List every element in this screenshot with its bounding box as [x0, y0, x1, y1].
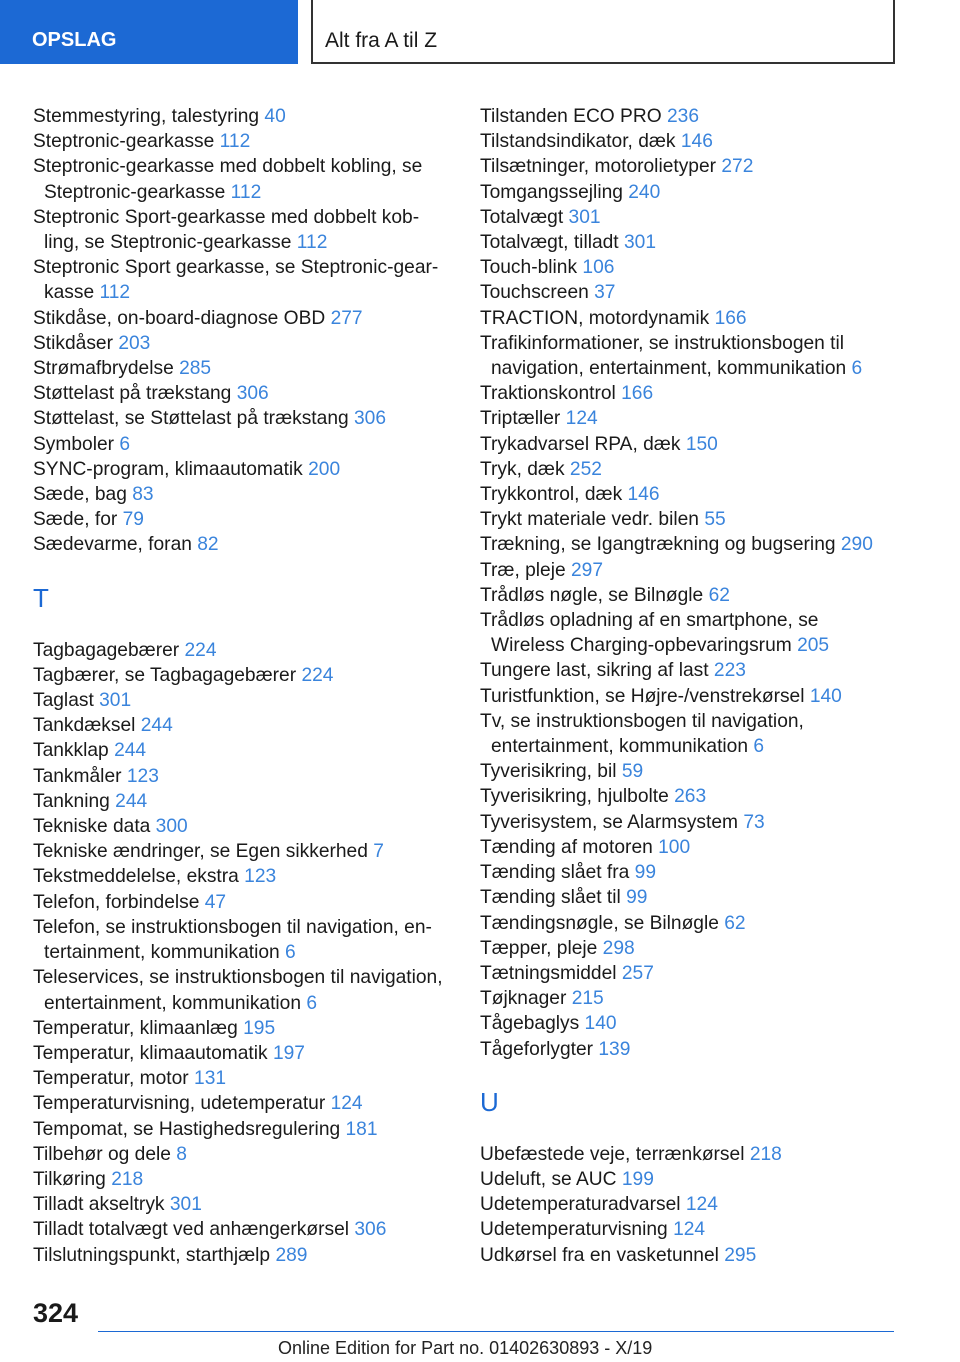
- index-entry-text: Trådløs nøgle, se Bilnøgle: [480, 584, 704, 606]
- index-entry-text: Totalvægt, tilladt: [480, 232, 619, 254]
- page-reference-link[interactable]: 6: [851, 358, 863, 380]
- index-entry: [33, 356, 443, 381]
- page-reference-link[interactable]: 112: [219, 131, 251, 153]
- index-entry-text: Tomgangssejling: [480, 181, 623, 203]
- index-entry-text: Ubefæstede veje, terrænkørsel: [480, 1143, 745, 1165]
- footer-divider: [98, 1331, 894, 1332]
- page-reference-link[interactable]: 285: [179, 358, 212, 380]
- index-entry: [33, 205, 443, 255]
- page-reference-link[interactable]: 197: [272, 1042, 305, 1064]
- index-entry-text: Tankning: [33, 790, 110, 812]
- index-entry-text: Tilslutningspunkt, starthjælp: [33, 1244, 271, 1266]
- index-entry: [480, 205, 890, 230]
- page-reference-link[interactable]: 301: [623, 232, 656, 254]
- index-entry: [480, 1011, 890, 1036]
- page-reference-link[interactable]: 166: [621, 383, 654, 405]
- index-entry-text: Temperatur, klimaanlæg: [33, 1017, 238, 1039]
- page-reference-link[interactable]: 124: [673, 1219, 706, 1241]
- index-entry: [480, 180, 890, 205]
- index-entry-text: Tekniske ændringer, se Egen sikkerhed: [33, 841, 368, 863]
- index-entry: [33, 1243, 443, 1268]
- index-entry: [480, 331, 890, 381]
- index-entry-text: Tøjknager: [480, 988, 567, 1010]
- index-entry-text: Symboler: [33, 433, 115, 455]
- index-entry: [33, 482, 443, 507]
- index-entry: [480, 608, 890, 658]
- page-reference-link[interactable]: 55: [704, 509, 726, 531]
- page-reference-link[interactable]: 252: [569, 458, 602, 480]
- index-entry: [33, 129, 443, 154]
- index-entry: [33, 507, 443, 532]
- index-entry: [33, 154, 443, 204]
- page-reference-link[interactable]: 47: [204, 891, 227, 913]
- index-entry-text: Tætningsmiddel: [480, 962, 617, 984]
- index-column-right: [480, 104, 890, 1268]
- page-reference-link[interactable]: 112: [230, 181, 262, 203]
- index-entry: [480, 911, 890, 936]
- index-entry-text: Totalvægt: [480, 206, 564, 228]
- page-reference-link[interactable]: 123: [126, 765, 159, 787]
- index-entry-text: Trådløs opladning af en smartphone, se Wireless Charging-opbevaringsrum: [480, 610, 819, 657]
- index-entry: [480, 482, 890, 507]
- index-entry-text: Støttelast på trækstang: [33, 383, 232, 405]
- index-entry-text: Temperaturvisning, udetemperatur: [33, 1093, 326, 1115]
- index-entry-text: Tv, se instruktionsbogen til navigation, entertainment, kommunikation: [480, 710, 804, 758]
- page-reference-link[interactable]: 150: [685, 433, 718, 455]
- index-entry-text: Trafikinformationer, se instruktionsbogen til navigation, entertainment, kommunikation: [480, 332, 847, 380]
- index-entry-text: Tryk, dæk: [480, 458, 565, 480]
- page-reference-link[interactable]: 112: [296, 232, 328, 254]
- index-entry-text: Teleservices, se instruktionsbogen til navigation, entertainment, kommunikation: [33, 967, 443, 1014]
- index-entry: [33, 331, 443, 356]
- index-entry-text: Strømafbrydelse: [33, 358, 174, 380]
- index-entry: [33, 406, 443, 431]
- index-entry: [33, 104, 443, 129]
- index-entry: [480, 784, 890, 809]
- page-reference-link[interactable]: 224: [301, 664, 334, 686]
- page-reference-link[interactable]: 83: [132, 484, 154, 506]
- index-entry: [480, 583, 890, 608]
- index-entry-text: Tilstanden ECO PRO: [480, 106, 662, 127]
- index-entry: [33, 789, 443, 814]
- page-reference-link[interactable]: 289: [275, 1244, 308, 1266]
- page-reference-link[interactable]: 218: [749, 1143, 782, 1165]
- page-reference-link[interactable]: 199: [621, 1168, 654, 1190]
- index-entry: [33, 814, 443, 839]
- page-reference-link[interactable]: 146: [680, 131, 713, 153]
- index-entry-text: Stikdåse, on-board-diagnose OBD: [33, 307, 326, 329]
- page-reference-link[interactable]: 195: [243, 1017, 276, 1039]
- page-reference-link[interactable]: 223: [713, 660, 746, 682]
- index-entry: [480, 986, 890, 1011]
- index-entry-text: Tilbehør og dele: [33, 1143, 171, 1165]
- page-reference-link[interactable]: 200: [308, 458, 341, 480]
- page-reference-link[interactable]: 277: [330, 307, 363, 329]
- index-entry-text: Tæpper, pleje: [480, 937, 598, 959]
- index-entry: [480, 432, 890, 457]
- page-reference-link[interactable]: 62: [708, 584, 730, 606]
- index-entry-text: Udkørsel fra en vasketunnel: [480, 1244, 719, 1266]
- page-reference-link[interactable]: 140: [584, 1013, 617, 1035]
- index-entry-text: Tempomat, se Hastighedsregulering: [33, 1118, 341, 1140]
- index-entry: [33, 1192, 443, 1217]
- page-reference-link[interactable]: 62: [724, 912, 746, 934]
- index-entry: [33, 915, 443, 965]
- page-reference-link[interactable]: 100: [658, 836, 691, 858]
- index-entry-text: Tilladt totalvægt ved anhængerkørsel: [33, 1219, 350, 1241]
- index-entry: [480, 961, 890, 986]
- index-entry-text: Trykt materiale vedr. bilen: [480, 509, 699, 531]
- page-reference-link[interactable]: 112: [99, 282, 131, 304]
- page-reference-link[interactable]: 306: [354, 1219, 387, 1241]
- index-entry: [480, 129, 890, 154]
- page-reference-link[interactable]: 224: [184, 639, 217, 661]
- index-column-left: [33, 104, 443, 1268]
- index-entry-text: Tekniske data: [33, 816, 151, 838]
- index-entry-text: Sæde, for: [33, 509, 118, 531]
- page-reference-link[interactable]: 124: [565, 408, 598, 430]
- index-entry-text: Tyverisikring, hjulbolte: [480, 786, 669, 808]
- index-entry: [480, 1037, 890, 1062]
- page-reference-link[interactable]: 7: [373, 841, 384, 863]
- edition-footer: Online Edition for Part no. 01402630893 - X/19: [278, 1338, 653, 1358]
- page-reference-link[interactable]: 300: [155, 816, 188, 838]
- page-reference-link[interactable]: 290: [840, 534, 873, 556]
- index-entry-text: Triptæller: [480, 408, 561, 430]
- index-entry-text: Tilkøring: [33, 1168, 106, 1190]
- index-entry-text: Steptronic-gearkasse med dobbelt kobling, se Steptronic-gearkasse: [33, 156, 423, 203]
- page-title: Alt fra A til Z: [311, 0, 895, 64]
- page-reference-link[interactable]: 236: [666, 106, 699, 127]
- index-entry: [33, 381, 443, 406]
- index-entry-text: Temperatur, klimaautomatik: [33, 1042, 268, 1064]
- index-entry-text: Telefon, se instruktionsbogen til navigation, entertainment, kommunikation: [33, 916, 432, 964]
- index-entry-text: Tågeforlygter: [480, 1038, 594, 1060]
- index-entry-text: Sæde, bag: [33, 484, 127, 506]
- index-entry-text: Udetemperaturvisning: [480, 1219, 668, 1241]
- page-reference-link[interactable]: 37: [594, 282, 616, 304]
- index-entry: [33, 890, 443, 915]
- index-entry: [480, 406, 890, 431]
- index-entry: [480, 684, 890, 709]
- index-entry: [33, 864, 443, 889]
- index-entry: [480, 1167, 890, 1192]
- index-entry-text: Tagbagagebærer: [33, 639, 180, 661]
- index-entry: [480, 885, 890, 910]
- index-entry-text: Tilladt akseltryk: [33, 1194, 165, 1216]
- page-reference-link[interactable]: 99: [626, 887, 648, 909]
- index-entry: [480, 1142, 890, 1167]
- index-entry-text: Tankdæksel: [33, 715, 136, 737]
- index-entry: [480, 280, 890, 305]
- index-entry-text: Turistfunktion, se Højre-/venstrekørsel: [480, 685, 805, 707]
- index-entry: [33, 663, 443, 688]
- index-entry-text: Touchscreen: [480, 282, 589, 304]
- index-entry-text: Sædevarme, foran: [33, 534, 192, 556]
- page-reference-link[interactable]: 6: [753, 736, 765, 758]
- page-reference-link[interactable]: 124: [685, 1194, 718, 1216]
- page-reference-link[interactable]: 146: [627, 484, 660, 506]
- page-reference-link[interactable]: 263: [674, 786, 707, 808]
- index-entry-text: Temperatur, motor: [33, 1068, 189, 1090]
- index-entry: [480, 1192, 890, 1217]
- index-entry: [480, 1217, 890, 1242]
- index-entry: [33, 1117, 443, 1142]
- page-reference-link[interactable]: 298: [602, 937, 635, 959]
- index-entry: [33, 713, 443, 738]
- index-entry: [480, 104, 890, 129]
- page-reference-link[interactable]: 257: [621, 962, 654, 984]
- index-entry-text: Tilstandsindikator, dæk: [480, 131, 676, 153]
- page-reference-link[interactable]: 124: [330, 1093, 363, 1115]
- index-entry: [33, 532, 443, 557]
- page-reference-link[interactable]: 6: [119, 433, 131, 455]
- index-entry-text: Steptronic Sport gearkasse, se Steptronic-gearkasse: [33, 257, 439, 304]
- index-entry: [480, 658, 890, 683]
- index-entry: [33, 1066, 443, 1091]
- page-reference-link[interactable]: 297: [571, 559, 604, 581]
- page-reference-link[interactable]: 40: [264, 106, 286, 127]
- index-entry-text: Stikdåser: [33, 332, 113, 354]
- index-entry-text: Træ, pleje: [480, 559, 566, 581]
- index-entry-text: Steptronic Sport-gearkasse med dobbelt kobling, se Steptronic-gearkasse: [33, 206, 420, 254]
- index-entry: [33, 432, 443, 457]
- page-reference-link[interactable]: 295: [724, 1244, 757, 1266]
- index-entry-text: Udeluft, se AUC: [480, 1168, 617, 1190]
- page-reference-link[interactable]: 301: [568, 206, 601, 228]
- page-reference-link[interactable]: 218: [111, 1168, 144, 1190]
- page-reference-link[interactable]: 215: [571, 988, 604, 1010]
- index-entry: [33, 1041, 443, 1066]
- page-reference-link[interactable]: 166: [714, 307, 747, 329]
- index-entry: [33, 1091, 443, 1116]
- index-entry-text: Tagbærer, se Tagbagagebærer: [33, 664, 297, 686]
- index-entry: [480, 759, 890, 784]
- index-entry-text: Stemmestyring, talestyring: [33, 106, 260, 127]
- page-reference-link[interactable]: 181: [345, 1118, 378, 1140]
- page-reference-link[interactable]: 82: [197, 534, 219, 556]
- index-entry: [480, 306, 890, 331]
- index-entry: [33, 1016, 443, 1041]
- page-reference-link[interactable]: 301: [99, 690, 132, 712]
- index-entry: [480, 558, 890, 583]
- index-entry: [480, 1243, 890, 1268]
- index-entry-text: Tekstmeddelelse, ekstra: [33, 866, 239, 888]
- page-reference-link[interactable]: 306: [236, 383, 269, 405]
- index-entry: [33, 306, 443, 331]
- index-letter-heading: T: [33, 582, 49, 613]
- index-entry-text: Tyverisystem, se Alarmsystem: [480, 811, 739, 833]
- page-reference-link[interactable]: 123: [244, 866, 277, 888]
- page-reference-link[interactable]: 73: [743, 811, 765, 833]
- index-entry: [33, 1167, 443, 1192]
- page-reference-link[interactable]: 79: [122, 509, 144, 531]
- index-entry-text: Tankmåler: [33, 765, 122, 787]
- page-reference-link[interactable]: 240: [628, 181, 661, 203]
- index-entry-text: Trykadvarsel RPA, dæk: [480, 433, 681, 455]
- page-reference-link[interactable]: 301: [169, 1194, 202, 1216]
- page-reference-link[interactable]: 106: [582, 257, 615, 279]
- page-reference-link[interactable]: 244: [114, 740, 147, 762]
- index-entry-text: SYNC-program, klimaautomatik: [33, 458, 303, 480]
- index-entry: [33, 738, 443, 763]
- index-entry-text: Tænding slået til: [480, 887, 621, 909]
- index-entry-text: TRACTION, motordynamik: [480, 307, 710, 329]
- index-entry-text: Tænding af motoren: [480, 836, 653, 858]
- index-entry-text: Tankklap: [33, 740, 109, 762]
- index-entry-text: Taglast: [33, 690, 94, 712]
- page-reference-link[interactable]: 244: [140, 715, 173, 737]
- index-entry: [480, 709, 890, 759]
- index-entry-text: Trykkontrol, dæk: [480, 484, 623, 506]
- page-reference-link[interactable]: 131: [194, 1068, 227, 1090]
- index-entry: [480, 810, 890, 835]
- page-reference-link[interactable]: 203: [118, 332, 151, 354]
- index-entry: [33, 764, 443, 789]
- index-entry-text: Tyverisikring, bil: [480, 761, 617, 783]
- index-entry: [480, 507, 890, 532]
- index-entry-text: Traktionskontrol: [480, 383, 616, 405]
- section-tab: OPSLAG: [0, 0, 298, 64]
- index-entry: [33, 688, 443, 713]
- index-entry-text: Udetemperaturadvarsel: [480, 1194, 681, 1216]
- index-entry: [480, 532, 890, 557]
- index-entry-text: Tungere last, sikring af last: [480, 660, 709, 682]
- index-entry: [480, 457, 890, 482]
- page-reference-link[interactable]: 272: [721, 156, 754, 178]
- index-entry: [33, 1217, 443, 1242]
- index-entry-text: Tågebaglys: [480, 1013, 580, 1035]
- index-entry-text: Trækning, se Igangtrækning og bugsering: [480, 534, 836, 556]
- index-entry: [33, 965, 443, 1015]
- index-entry-text: Touch-blink: [480, 257, 578, 279]
- page-reference-link[interactable]: 205: [797, 635, 830, 657]
- index-entry-text: Støttelast, se Støttelast på trækstang: [33, 408, 349, 430]
- index-entry: [480, 936, 890, 961]
- index-entry: [33, 1142, 443, 1167]
- page-reference-link[interactable]: 6: [306, 992, 318, 1014]
- index-entry: [480, 255, 890, 280]
- index-entry: [33, 638, 443, 663]
- index-entry-text: Tilsætninger, motorolietyper: [480, 156, 717, 178]
- index-entry: [480, 381, 890, 406]
- index-entry: [480, 230, 890, 255]
- page-reference-link[interactable]: 244: [115, 790, 148, 812]
- page-reference-link[interactable]: 140: [809, 685, 842, 707]
- index-entry-text: Tænding slået fra: [480, 862, 630, 884]
- page-reference-link[interactable]: 306: [354, 408, 387, 430]
- index-entry-text: Telefon, forbindelse: [33, 891, 200, 913]
- index-entry: [33, 839, 443, 864]
- index-entry-text: Steptronic-gearkasse: [33, 131, 215, 153]
- index-entry-text: Tændingsnøgle, se Bilnøgle: [480, 912, 719, 934]
- page-reference-link[interactable]: 99: [634, 862, 656, 884]
- page-reference-link[interactable]: 6: [285, 942, 296, 964]
- page-number: 324: [33, 1298, 79, 1328]
- index-entry: [33, 457, 443, 482]
- index-entry: [480, 835, 890, 860]
- index-letter-heading: U: [480, 1086, 499, 1117]
- page-reference-link[interactable]: 59: [621, 761, 644, 783]
- page-reference-link[interactable]: 139: [598, 1038, 631, 1060]
- index-entry: [480, 860, 890, 885]
- index-entry: [480, 154, 890, 179]
- index-entry: [33, 255, 443, 305]
- page-reference-link[interactable]: 8: [176, 1143, 187, 1165]
